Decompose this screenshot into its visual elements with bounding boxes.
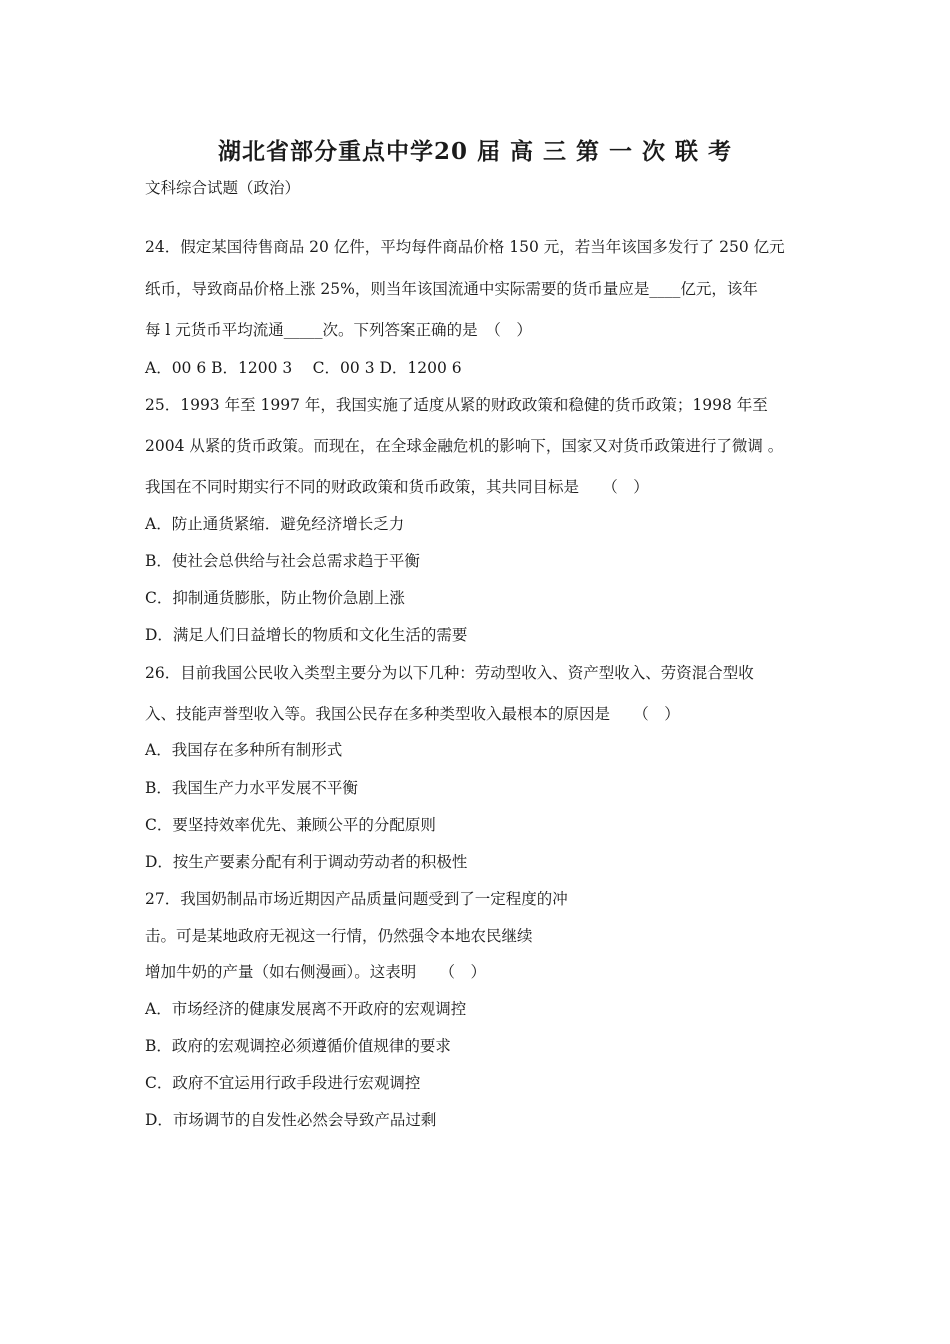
question-27-option-c: C．政府不宜运用行政手段进行宏观调控 (145, 1074, 421, 1092)
question-24-line-3: 每 l 元货币平均流通_____次。下列答案正确的是 （ ） (145, 321, 532, 339)
question-26-option-d: D．按生产要素分配有利于调动劳动者的积极性 (145, 853, 468, 871)
question-26-option-c: C．要坚持效率优先、兼顾公平的分配原则 (145, 816, 436, 834)
question-24-line-1: 24．假定某国待售商品 20 亿件，平均每件商品价格 150 元，若当年该国多发行了 250 亿元 (145, 238, 785, 256)
page-subtitle: 文科综合试题（政治） (145, 179, 301, 197)
question-27-option-a: A．市场经济的健康发展离不开政府的宏观调控 (145, 1000, 467, 1018)
question-26-option-b: B．我国生产力水平发展不平衡 (145, 779, 358, 797)
question-25-line-1: 25．1993 年至 1997 年，我国实施了适度从紧的财政政策和稳健的货币政策；1998 年至 (145, 396, 768, 414)
question-27-line-2: 击。可是某地政府无视这一行情，仍然强令本地农民继续 (145, 927, 533, 945)
question-26-line-2: 入、技能声誉型收入等。我国公民存在多种类型收入最根本的原因是 （ ） (145, 705, 680, 723)
question-25-line-3: 我国在不同时期实行不同的财政政策和货币政策，其共同目标是 （ ） (145, 478, 649, 496)
question-25-option-b: B．使社会总供给与社会总需求趋于平衡 (145, 552, 420, 570)
question-24-options: A．00 6 B．1200 3 C．00 3 D．1200 6 (145, 359, 462, 377)
question-25-option-d: D．满足人们日益增长的物质和文化生活的需要 (145, 626, 468, 644)
question-27-option-b: B．政府的宏观调控必须遵循价值规律的要求 (145, 1037, 451, 1055)
question-25-option-c: C．抑制通货膨胀，防止物价急剧上涨 (145, 589, 405, 607)
question-27-line-1: 27．我国奶制品市场近期因产品质量问题受到了一定程度的冲 (145, 890, 568, 908)
question-27-option-d: D．市场调节的自发性必然会导致产品过剩 (145, 1111, 437, 1129)
question-26-option-a: A．我国存在多种所有制形式 (145, 741, 343, 759)
question-24-line-2: 纸币，导致商品价格上涨 25%，则当年该国流通中实际需要的货币量应是____亿元，该年 (145, 280, 758, 298)
question-25-line-2: 2004 从紧的货币政策。而现在，在全球金融危机的影响下，国家又对货币政策进行了微调 。 (145, 437, 784, 455)
question-26-line-1: 26．目前我国公民收入类型主要分为以下几种：劳动型收入、资产型收入、劳资混合型收 (145, 664, 754, 682)
question-25-option-a: A．防止通货紧缩．避免经济增长乏力 (145, 515, 405, 533)
page-title: 湖北省部分重点中学20 届 高 三 第 一 次 联 考 (217, 138, 733, 165)
question-27-line-3: 增加牛奶的产量（如右侧漫画）。这表明 （ ） (145, 963, 487, 981)
